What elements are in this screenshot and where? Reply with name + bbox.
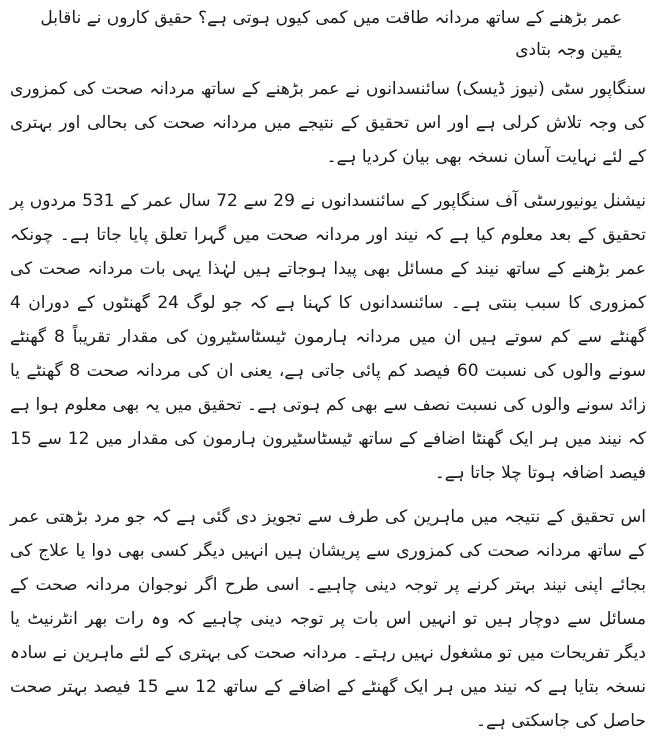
article-paragraph-1: سنگاپور سٹی (نیوز ڈیسک) سائنسدانوں نے عمر بڑھنے کے ساتھ مردانہ صحت کی کمزوری کی وجہ تلاش کرلی ہے اور اس تحقیق کے نتیجے میں مردانہ صحت کی بحالی اور بہتری کے لئے نہایت آسان نسخہ بھی بیان کردیا ہے۔ bbox=[10, 79, 646, 167]
article-headline: عمر بڑھنے کے ساتھ مردانہ طاقت میں کمی کیوں ہوتی ہے؟ حقیق کاروں نے ناقابل یقین وجہ بتادی bbox=[40, 8, 622, 60]
article-paragraph-2: نیشنل یونیورسٹی آف سنگاپور کے سائنسدانوں نے 29 سے 72 سال عمر کے 531 مردوں پر تحقیق کے بعد معلوم کیا ہے کہ نیند اور مردانہ صحت میں گہرا تعلق پایا جاتا ہے۔ چونکہ عمر بڑھنے کے ساتھ نیند کے مسائل بھی پیدا ہوجاتے ہیں لہٰذا یہی بات مردانہ صحت کی کمزوری کا سبب بنتی ہے۔ سائنسدانوں کا کہنا ہے کہ جو لوگ 24 گھنٹوں کے دوران 4 گھنٹے سے کم سوتے ہیں ان میں مردانہ ہارمون ٹیسٹاسٹیرون کی مقدار تقریباً 8 گھنٹے سونے والوں کی نسبت 60 فیصد کم پائی جاتی ہے، یعنی ان کی مردانہ صحت 8 گھنٹے یا زائد سونے والوں کی نسبت نصف سے بھی کم ہوتی ہے۔ تحقیق میں یہ بھی معلوم ہوا ہے کہ نیند میں ہر ایک گھنٹا اضافے کے ساتھ ٹیسٹاسٹیرون ہارمون کی مقدار میں 12 سے 15 فیصد اضافہ ہوتا چلا جاتا ہے۔ bbox=[10, 191, 646, 483]
article-paragraph-3: اس تحقیق کے نتیجہ میں ماہرین کی طرف سے تجویز دی گئی ہے کہ جو مرد بڑھتی عمر کے ساتھ مردانہ صحت کی کمزوری سے پریشان ہیں انہیں دیگر کسی بھی دوا یا علاج کی بجائے اپنی نیند بہتر کرنے پر توجہ دینی چاہیے۔ اسی طرح اگر نوجوان مردانہ صحت کے مسائل سے دوچار ہیں تو انہیں اس بات پر توجہ دینی چاہیے کہ وہ رات بھر انٹرنیٹ یا دیگر تفریحات میں تو مشغول نہیں رہتے۔ مردانہ صحت کی بہتری کے لئے ماہرین نے سادہ نسخہ بتایا ہے کہ نیند میں ہر ایک گھنٹے کے اضافے کے ساتھ 12 سے 15 فیصد بہتر صحت حاصل کی جاسکتی ہے۔ bbox=[10, 507, 647, 731]
